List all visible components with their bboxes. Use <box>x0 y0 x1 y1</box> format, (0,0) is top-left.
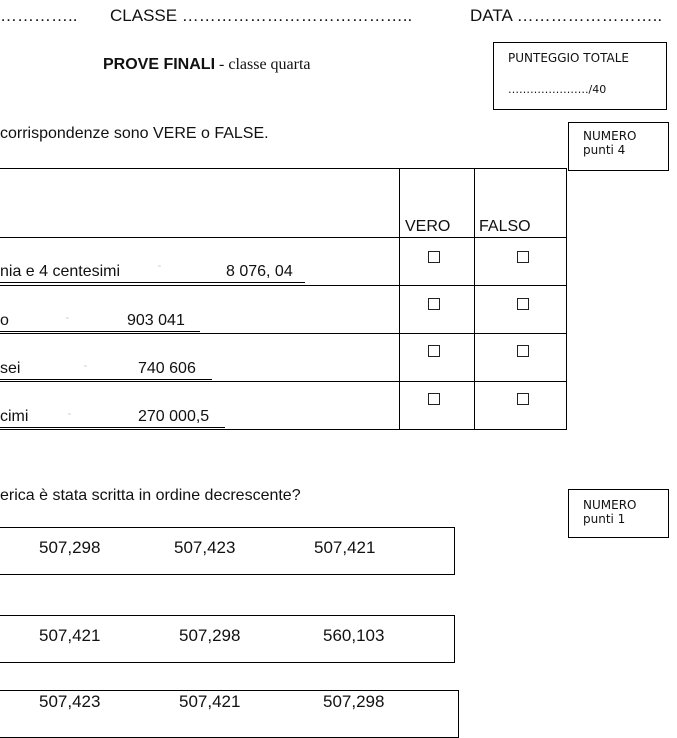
sequence-value: 507,421 <box>39 626 101 645</box>
sequence-value: 507,298 <box>39 538 101 557</box>
points-box-line1: NUMERO <box>583 129 637 143</box>
sequence-value: 560,103 <box>323 626 385 645</box>
class-field[interactable]: CLASSE ………………………………….. <box>110 6 413 25</box>
row-words: nia e 4 centesimi <box>0 263 121 280</box>
exercise1-instruction: corrispondenze sono VERE o FALSE. <box>0 125 269 142</box>
total-score-label: PUNTEGGIO TOTALE <box>508 51 629 65</box>
title-rest: - classe quarta <box>215 56 311 73</box>
row-number: 270 000,5 <box>138 408 210 425</box>
column-header-false: FALSO <box>479 218 531 235</box>
checkbox-true[interactable] <box>428 345 440 357</box>
checkbox-false[interactable] <box>517 251 529 263</box>
exercise1-points-box <box>568 122 669 171</box>
row-number: 8 076, 04 <box>226 263 293 280</box>
sequence-value: 507,423 <box>174 538 236 557</box>
row-number: 903 041 <box>127 312 185 329</box>
sequence-value: 507,421 <box>179 692 241 711</box>
sequence-option[interactable] <box>0 527 455 575</box>
points-box-line2: punti 4 <box>583 143 626 157</box>
sequence-value: 507,423 <box>39 692 101 711</box>
sequence-option[interactable] <box>0 615 455 663</box>
checkbox-false[interactable] <box>517 345 529 357</box>
row-words: o <box>0 312 9 329</box>
total-score-box <box>493 42 667 110</box>
bullet-dot: ▫ <box>66 314 69 322</box>
exercise2-points-box <box>568 489 669 538</box>
checkbox-true[interactable] <box>428 298 440 310</box>
sequence-value: 507,298 <box>323 692 385 711</box>
checkbox-false[interactable] <box>517 393 529 405</box>
date-field[interactable]: DATA …………………….. <box>470 6 663 25</box>
row-number: 740 606 <box>138 360 196 377</box>
bullet-dot: ▫ <box>68 410 71 418</box>
points-box-line1: NUMERO <box>583 498 637 512</box>
exercise2-instruction: erica è stata scritta in ordine decrescente? <box>0 487 301 504</box>
total-score-value[interactable]: …………………./40 <box>508 83 607 96</box>
row-words: cimi <box>0 408 29 425</box>
checkbox-true[interactable] <box>428 251 440 263</box>
row-words: sei <box>0 360 21 377</box>
page-title <box>103 56 311 74</box>
bullet-dot: ▫ <box>158 262 161 270</box>
points-box-line2: punti 1 <box>583 512 626 526</box>
student-name-field[interactable]: ………….. <box>0 6 78 25</box>
column-header-true: VERO <box>405 218 451 235</box>
sequence-value: 507,298 <box>179 626 241 645</box>
bullet-dot: ▫ <box>84 362 87 370</box>
sequence-option[interactable] <box>0 690 459 738</box>
checkbox-true[interactable] <box>428 393 440 405</box>
title-bold: PROVE FINALI <box>103 56 216 73</box>
checkbox-false[interactable] <box>517 298 529 310</box>
sequence-value: 507,421 <box>314 538 376 557</box>
